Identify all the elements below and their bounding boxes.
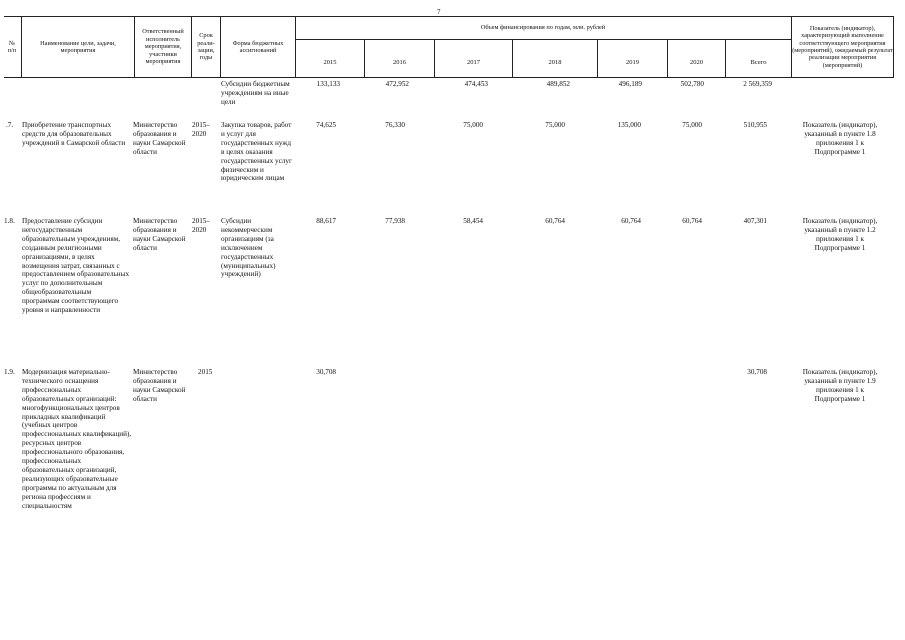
header-year-2016: 2016 bbox=[393, 59, 406, 66]
row-3-executor: Министерство образования и науки Самарской области bbox=[133, 368, 186, 403]
header-year-total: Всего bbox=[750, 59, 767, 66]
row-3-num: 1.9. bbox=[4, 368, 15, 376]
row-0-value-2020: 502,780 bbox=[680, 80, 704, 88]
row-1-name: Приобретение транспортных средств для образовательных учреждений в Самарской области bbox=[22, 121, 126, 147]
header-col-num: № п/п bbox=[7, 39, 17, 54]
grid-line bbox=[191, 17, 192, 77]
grid-line bbox=[725, 39, 726, 77]
header-year-2018: 2018 bbox=[548, 59, 562, 66]
header-col-indicator: Показатель (индикатор), характеризующий выполнение соответствующего мероприятия (мероприятий), ожидаемый результат реализации мероприятия (мероприятий) bbox=[792, 24, 893, 69]
row-1-executor: Министерство образования и науки Самарской области bbox=[133, 121, 186, 156]
header-col-term: Срок реали-зации, годы bbox=[197, 32, 215, 62]
grid-line bbox=[512, 39, 513, 77]
grid-line bbox=[295, 39, 791, 40]
row-1-value-2020: 75,000 bbox=[682, 121, 702, 129]
row-2-value-2015: 88,617 bbox=[316, 217, 336, 225]
row-2-value-2016: 77,938 bbox=[385, 217, 405, 225]
header-col-name: Наименование цели, задачи, мероприятия bbox=[40, 39, 116, 54]
row-2-name: Предоставление субсидии негосударственным образовательным учреждениям, созданным религиозными организациями, в целях возмещения затрат, связанных с предоставлением образовательных услуг по дополнительным общеобразовательным программам соответствующего уровня и направленности bbox=[22, 217, 130, 315]
header-col-executor: Ответственный исполнитель мероприятия, участники мероприятия bbox=[142, 28, 184, 66]
row-2-indicator: Показатель (индикатор), указанный в пункте 1.2 приложения 1 к Подпрограмме 1 bbox=[802, 217, 878, 252]
row-1-term: 2015–2020 bbox=[192, 121, 210, 138]
page-number: 7 bbox=[437, 8, 441, 16]
grid-line bbox=[434, 39, 435, 77]
header-year-2015: 2015 bbox=[323, 59, 337, 66]
row-0-value-2018: 489,852 bbox=[546, 80, 570, 88]
grid-line bbox=[667, 39, 668, 77]
header-year-2020: 2020 bbox=[690, 59, 703, 66]
header-col-form: Форма бюджетных ассигнований bbox=[232, 39, 284, 54]
row-2-term: 2015–2020 bbox=[192, 217, 210, 234]
row-2-executor: Министерство образования и науки Самарской области bbox=[133, 217, 186, 252]
row-1-num: .7. bbox=[6, 121, 14, 129]
row-1-value-total: 510,955 bbox=[743, 121, 767, 129]
header-year-2017: 2017 bbox=[467, 59, 480, 66]
row-3-value-total: 30,708 bbox=[747, 368, 767, 376]
row-3-indicator: Показатель (индикатор), указанный в пункте 1.9 приложения 1 к Подпрограмме 1 bbox=[802, 368, 878, 403]
row-0-value-2019: 496,189 bbox=[618, 80, 642, 88]
row-2-value-2020: 60,764 bbox=[682, 217, 702, 225]
grid-line bbox=[21, 17, 22, 77]
row-1-value-2018: 75,000 bbox=[545, 121, 565, 129]
row-0-value-total: 2 569,359 bbox=[743, 80, 772, 88]
row-0-value-2017: 474,453 bbox=[464, 80, 488, 88]
grid-line bbox=[134, 17, 135, 77]
row-3-name: Модернизация материально-технического оснащения профессиональных образовательных организаций: многофункциональных центров прикладных квалификаций (учебных центров профессиональных квалификаций), ресурсных центров профессионального образования, профессиональных образовательных организаций, реализующих образовательные программы по актуальным для региона профессиям и специальностям bbox=[22, 368, 132, 510]
row-0-value-2015: 133,133 bbox=[316, 80, 340, 88]
row-1-indicator: Показатель (индикатор), указанный в пункте 1.8 приложения 1 к Подпрограмме 1 bbox=[802, 121, 878, 156]
grid-line bbox=[220, 17, 221, 77]
row-1-value-2017: 75,000 bbox=[463, 121, 483, 129]
row-1-value-2019: 135,000 bbox=[617, 121, 641, 129]
row-1-value-2016: 76,330 bbox=[385, 121, 405, 129]
grid-line bbox=[364, 39, 365, 77]
row-2-value-2018: 60,764 bbox=[545, 217, 565, 225]
grid-line bbox=[597, 39, 598, 77]
grid-line bbox=[791, 17, 792, 77]
row-3-term: 2015 bbox=[198, 368, 213, 376]
row-2-form: Субсидии некоммерческим организациям (за исключением государственных (муниципальных) учреждений) bbox=[221, 217, 276, 279]
row-2-num: 1.8. bbox=[4, 217, 15, 225]
table-header bbox=[4, 16, 894, 78]
row-2-value-total: 407,301 bbox=[743, 217, 767, 225]
header-col-funding: Объем финансирования по годам, млн. рублей bbox=[480, 24, 606, 32]
grid-line bbox=[893, 17, 894, 77]
row-2-value-2017: 58,454 bbox=[463, 217, 483, 225]
grid-line bbox=[295, 17, 296, 77]
row-0-value-2016: 472,952 bbox=[385, 80, 409, 88]
row-3-value-2015: 30,708 bbox=[316, 368, 336, 376]
row-0-form: Субсидии бюджетным учреждениям на иные цели bbox=[221, 80, 290, 106]
header-year-2019: 2019 bbox=[626, 59, 639, 66]
row-1-form: Закупка товаров, работ и услуг для государственных нужд в целях оказания государственных услуг физическим и юридическим лицам bbox=[221, 121, 292, 183]
row-1-value-2015: 74,625 bbox=[316, 121, 336, 129]
row-2-value-2019: 60,764 bbox=[621, 217, 641, 225]
